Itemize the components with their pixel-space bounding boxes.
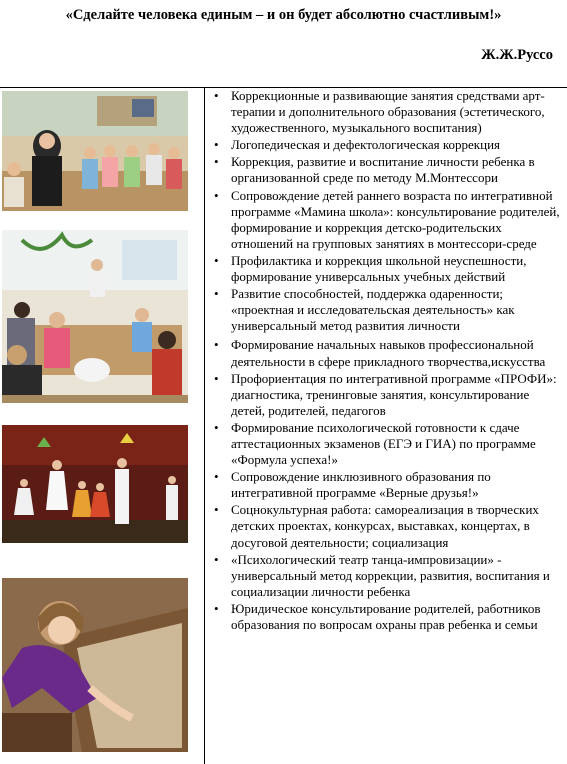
content-table bbox=[0, 87, 567, 764]
list-item: • Развитие способностей, поддержка одаренности; «проектная и исследовательская деятельность» как универсальный метод развития личности bbox=[206, 286, 564, 334]
page-title-quote: «Сделайте человека единым – и он будет абсолютно счастливым!» bbox=[65, 7, 502, 23]
stage-dance-photo bbox=[2, 425, 188, 543]
list-item: • Профориентация по интегративной программе «ПРОФИ»: диагностика, тренинговые занятия, консультирование детей, родителей, педагогов bbox=[206, 371, 564, 419]
list-item: • «Психологический театр танца-импровизации» - универсальный метод коррекции, развития, воспитания и социализации личности ребенка bbox=[206, 552, 564, 600]
list-item: • Сопровождение детей раннего возраста по интегративной программе «Мамина школа»: консультирование родителей, формирование и коррекция детско-родительских отношений на групповых занятиях в монтессори-среде bbox=[206, 188, 564, 252]
quote-author: Ж.Ж.Руссо bbox=[481, 47, 553, 63]
list-item: • Сопровождение инклюзивного образования по интегративной программе «Верные друзья!» bbox=[206, 469, 564, 501]
list-item: • Формирование психологической готовности к сдаче аттестационных экзаменов (ЕГЭ и ГИА) по программе «Формула успеха!» bbox=[206, 420, 564, 468]
list-item: • Коррекция, развитие и воспитание личности ребенка в организованной среде по методу М.Монтессори bbox=[206, 154, 564, 186]
class-photo-circle bbox=[2, 91, 188, 211]
list-item: • Профилактика и коррекция школьной неуспешности, формирование универсальных учебных действий bbox=[206, 253, 564, 285]
class-photo-table bbox=[2, 230, 188, 403]
list-item: • Юридическое консультирование родителей, работников образования по вопросам охраны прав ребенка и семьи bbox=[206, 601, 564, 633]
girl-sand-play-photo bbox=[2, 578, 188, 752]
list-item: • Коррекционные и развивающие занятия средствами арт-терапии и дополнительного образования (эстетического, художественного, музыкального воспитания) bbox=[206, 88, 564, 136]
list-item: • Логопедическая и дефектологическая коррекция bbox=[206, 137, 564, 153]
column-divider bbox=[204, 88, 205, 764]
list-item: • Соцнокультурная работа: самореализация в творческих детских проектах, конкурсах, выставках, концертах, в досуговой деятельности; социализация bbox=[206, 502, 564, 550]
services-list bbox=[206, 88, 564, 634]
list-item: • Формирование начальных навыков профессиональной деятельности в сфере прикладного творчества,искусства bbox=[206, 337, 564, 369]
